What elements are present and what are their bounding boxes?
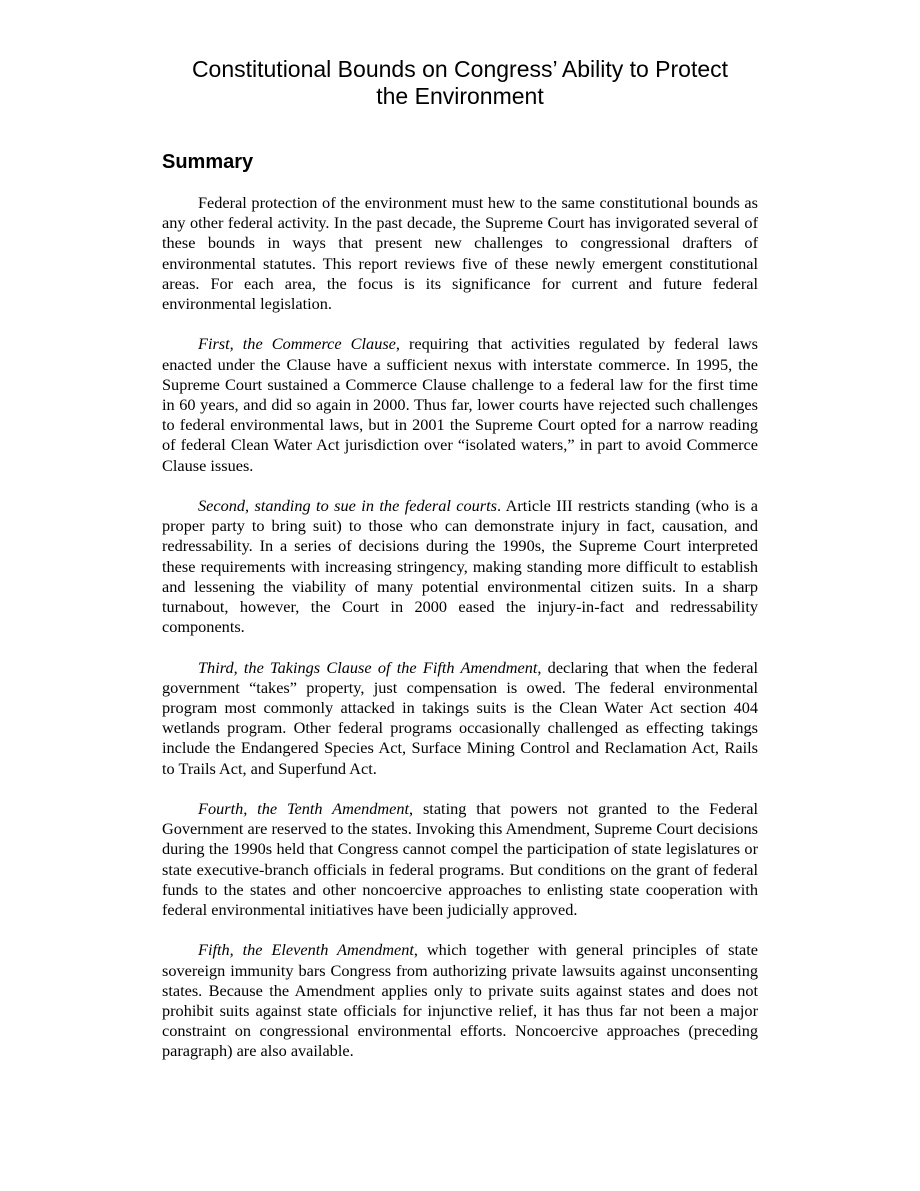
title-line-2: the Environment <box>376 83 544 109</box>
paragraph-text: , which together with general principles of state sovereign immunity bars Congress from authorizing private lawsuits against unconsenting states. Because the Amendment applies only to private suits against states and does not prohibit suits against state officials for injunctive relief, it has thus far not been a major constraint on congressional environmental efforts. Noncoercive approaches (preceding paragraph) are also available. <box>162 940 758 1061</box>
paragraph-eleventh-amendment <box>162 940 758 1061</box>
document-page <box>162 0 758 1082</box>
paragraph-lead: Fourth, the Tenth Amendment <box>198 799 409 819</box>
paragraph-text: . Article III restricts standing (who is a proper party to bring suit) to those who can demonstrate injury in fact, causation, and redressability. In a series of decisions during the 1990s, the Supreme Court interpreted these requirements with increasing stringency, making standing more difficult to establish and lessening the viability of many potential environmental citizen suits. In a sharp turnabout, however, the Court in 2000 eased the injury-in-fact and redressability components. <box>162 496 759 637</box>
paragraph-standing <box>162 496 758 637</box>
page-title <box>162 0 758 110</box>
title-line-1: Constitutional Bounds on Congress’ Ability to Protect <box>191 56 729 82</box>
paragraph-text: , stating that powers not granted to the Federal Government are reserved to the states. Invoking this Amendment, Supreme Court decisions during the 1990s held that Congress cannot compel the participation of state legislatures or state executive-branch officials in federal programs. But conditions on the grant of federal funds to the states and other noncoercive approaches to enlisting state cooperation with federal environmental initiatives have been judicially approved. <box>162 799 758 920</box>
section-heading: Summary <box>162 151 254 173</box>
paragraph-lead: First, the Commerce Clause <box>198 334 396 354</box>
paragraph-tenth-amendment <box>162 799 758 920</box>
summary-body <box>162 193 758 1062</box>
paragraph-lead: Third, the Takings Clause of the Fifth Amendment <box>198 657 538 677</box>
paragraph-intro <box>162 193 758 314</box>
paragraph-text: , requiring that activities regulated by federal laws enacted under the Clause have a sufficient nexus with interstate commerce. In 1995, the Supreme Court sustained a Commerce Clause challenge to a federal law for the first time in 60 years, and did so again in 2000. Thus far, lower courts have rejected such challenges to federal environmental laws, but in 2001 the Supreme Court opted for a narrow reading of federal Clean Water Act jurisdiction over “isolated waters,” in part to avoid Commerce Clause issues. <box>162 334 758 475</box>
paragraph-lead: Second, standing to sue in the federal courts <box>198 496 498 516</box>
paragraph-lead: Fifth, the Eleventh Amendment <box>198 940 414 960</box>
paragraph-takings-clause <box>162 658 758 779</box>
paragraph-text: , declaring that when the federal government “takes” property, just compensation is owed. The federal environmental program most commonly attacked in takings suits is the Clean Water Act section 404 wetlands program. Other federal programs occasionally challenged as effecting takings include the Endangered Species Act, Surface Mining Control and Reclamation Act, Rails to Trails Act, and Superfund Act. <box>162 657 758 778</box>
paragraph-commerce-clause <box>162 334 758 475</box>
paragraph-text: Federal protection of the environment must hew to the same constitutional bounds as any other federal activity. In the past decade, the Supreme Court has invigorated several of these bounds in ways that present new challenges to congressional drafters of environmental statutes. This report reviews five of these newly emergent constitutional areas. For each area, the focus is its significance for current and future federal environmental legislation. <box>162 193 758 314</box>
